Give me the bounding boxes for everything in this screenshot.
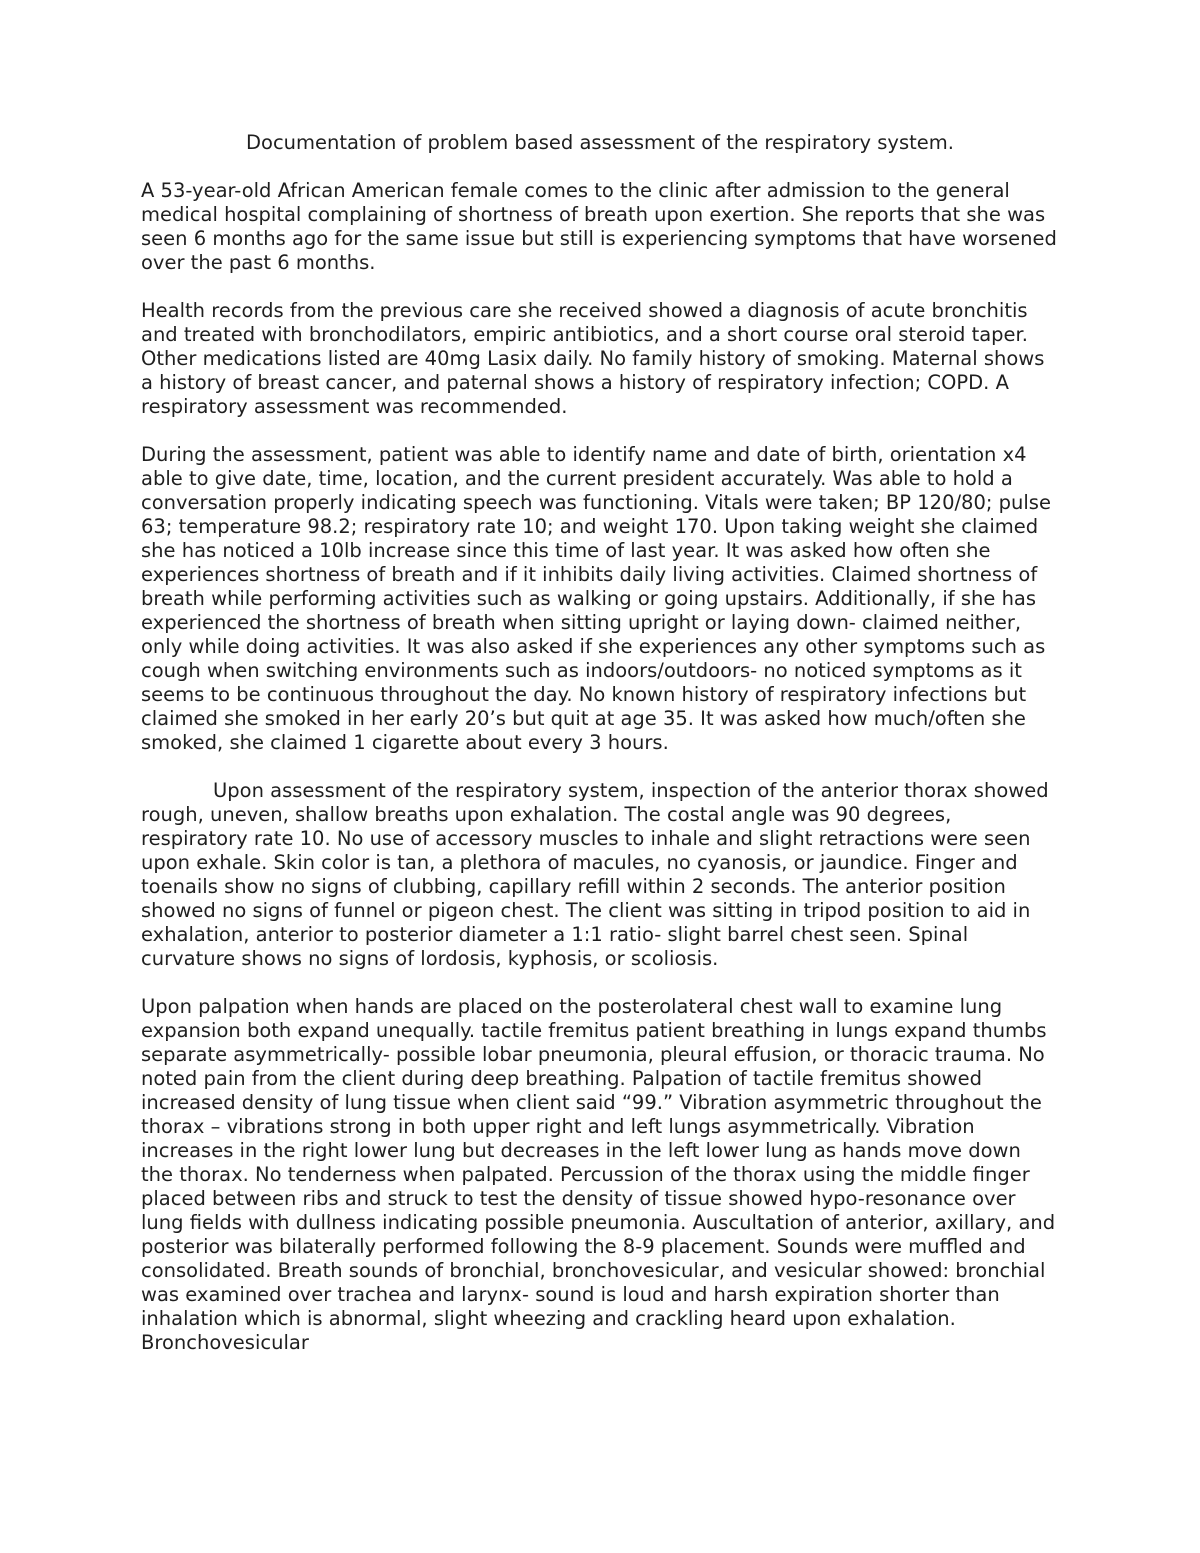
document-title: Documentation of problem based assessment of the respiratory system. [246, 131, 954, 154]
paragraph-inspection: Upon assessment of the respiratory system, inspection of the anterior thorax showed rough, uneven, shallow breaths upon exhalation. The costal angle was 90 degrees, respiratory rate 10. No use of accessory muscles to inhale and slight retractions were seen upon exhale. Skin color is tan, a plethora of macules, no cyanosis, or jaundice. Finger and toenails show no signs of clubbing, capillary refill within 2 seconds. The anterior position showed no signs of funnel or pigeon chest. The client was sitting in tripod position to aid in exhalation, anterior to posterior diameter a 1:1 ratio- slight barrel chest seen. Spinal curvature shows no signs of lordosis, kyphosis, or scoliosis. [141, 779, 1049, 970]
paragraph-health-records: Health records from the previous care she received showed a diagnosis of acute bronchitis and treated with bronchodilators, empiric antibiotics, and a short course oral steroid taper. Other medications listed are 40mg Lasix daily. No family history of smoking. Maternal shows a history of breast cancer, and paternal shows a history of respiratory infection; COPD. A respiratory assessment was recommended. [141, 299, 1045, 418]
document-body [141, 131, 1059, 1355]
paragraph-palpation-auscultation: Upon palpation when hands are placed on the posterolateral chest wall to examine lung expansion both expand unequally. tactile fremitus patient breathing in lungs expand thumbs separate asymmetrically- possible lobar pneumonia, pleural effusion, or thoracic trauma. No noted pain from the client during deep breathing. Palpation of tactile fremitus showed increased density of lung tissue when client said “99.” Vibration asymmetric throughout the thorax – vibrations strong in both upper right and left lungs asymmetrically. Vibration increases in the right lower lung but decreases in the left lower lung as hands move down the thorax. No tenderness when palpated. Percussion of the thorax using the middle finger placed between ribs and struck to test the density of tissue showed hypo-resonance over lung fields with dullness indicating possible pneumonia. Auscultation of anterior, axillary, and posterior was bilaterally performed following the 8-9 placement. Sounds were muffled and consolidated. Breath sounds of bronchial, bronchovesicular, and vesicular showed: bronchial was examined over trachea and larynx- sound is loud and harsh expiration shorter than inhalation which is abnormal, slight wheezing and crackling heard upon exhalation. Bronchovesicular [141, 995, 1056, 1354]
paragraph-chief-complaint: A 53-year-old African American female comes to the clinic after admission to the general medical hospital complaining of shortness of breath upon exertion. She reports that she was seen 6 months ago for the same issue but still is experiencing symptoms that have worsened over the past 6 months. [141, 179, 1057, 274]
paragraph-assessment-interview: During the assessment, patient was able to identify name and date of birth, orientation x4 able to give date, time, location, and the current president accurately. Was able to hold a conversation properly indicating speech was functioning. Vitals were taken; BP 120/80; pulse 63; temperature 98.2; respiratory rate 10; and weight 170. Upon taking weight she claimed she has noticed a 10lb increase since this time of last year. It was asked how often she experiences shortness of breath and if it inhibits daily living activities. Claimed shortness of breath while performing activities such as walking or going upstairs. Additionally, if she has experienced the shortness of breath when sitting upright or laying down- claimed neither, only while doing activities. It was also asked if she experiences any other symptoms such as cough when switching environments such as indoors/outdoors- no noticed symptoms as it seems to be continuous throughout the day. No known history of respiratory infections but claimed she smoked in her early 20’s but quit at age 35. It was asked how much/often she smoked, she claimed 1 cigarette about every 3 hours. [141, 443, 1051, 754]
